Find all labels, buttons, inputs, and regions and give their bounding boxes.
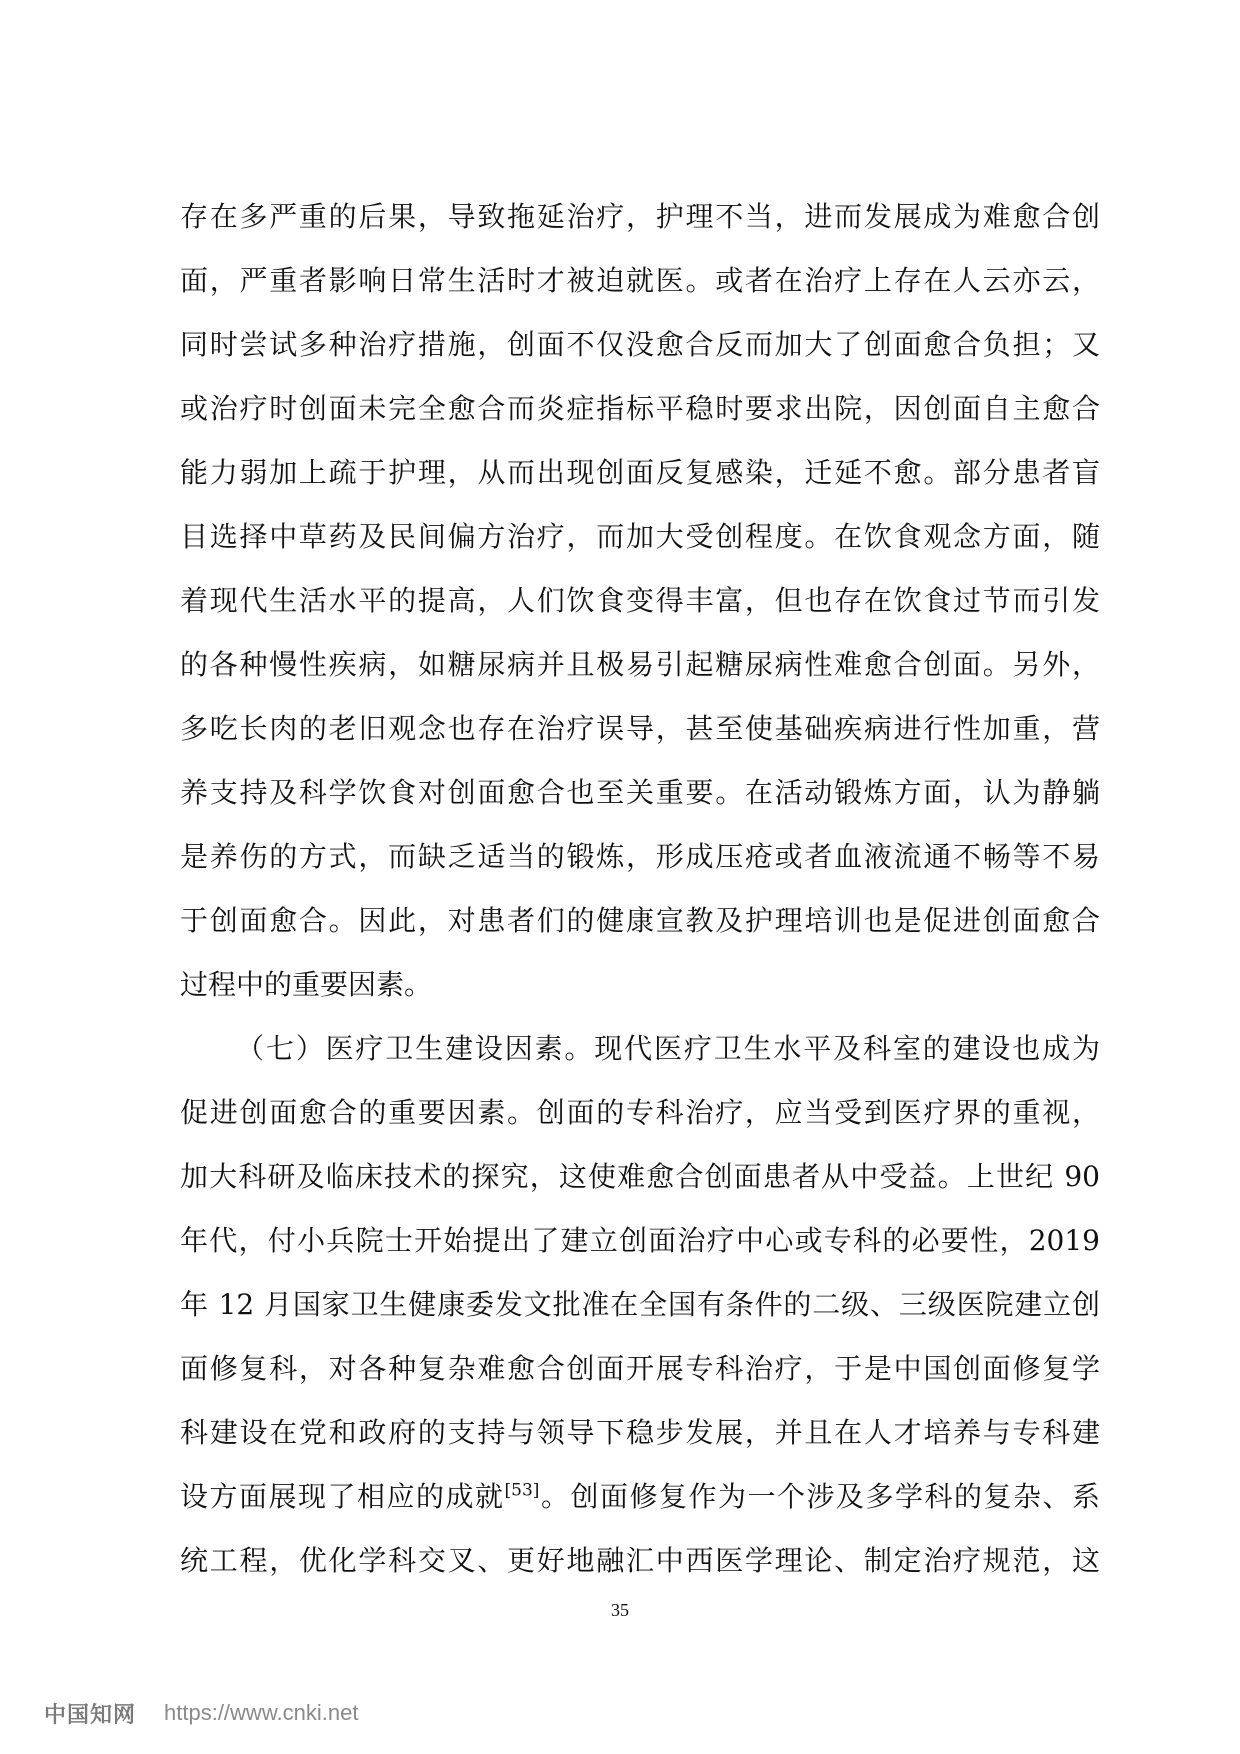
- text-segment: 。创面修复作为一个涉及多学科的复杂、系: [539, 1480, 1100, 1513]
- text-segment: 设方面展现了相应的成就: [180, 1480, 505, 1513]
- text-line: 或治疗时创面未完全愈合而炎症指标平稳时要求出院，因创面自主愈合: [180, 392, 1100, 425]
- citation-reference[interactable]: [53]: [504, 1480, 540, 1501]
- text-line: 促进创面愈合的重要因素。创面的专科治疗，应当受到医疗界的重视，: [180, 1096, 1100, 1129]
- text-line: 着现代生活水平的提高，人们饮食变得丰富，但也存在饮食过节而引发: [180, 584, 1100, 617]
- text-line: 存在多严重的后果，导致拖延治疗，护理不当，进而发展成为难愈合创: [180, 200, 1100, 233]
- text-line: 面，严重者影响日常生活时才被迫就医。或者在治疗上存在人云亦云，: [180, 264, 1100, 297]
- text-line: 面修复科，对各种复杂难愈合创面开展专科治疗，于是中国创面修复学: [180, 1352, 1100, 1385]
- text-line: 同时尝试多种治疗措施，创面不仅没愈合反而加大了创面愈合负担；又: [180, 328, 1100, 361]
- footer: [44, 1698, 358, 1728]
- text-line: 加大科研及临床技术的探究，这使难愈合创面患者从中受益。上世纪 90: [180, 1160, 1100, 1193]
- text-line: 多吃长肉的老旧观念也存在治疗误导，甚至使基础疾病进行性加重，营: [180, 712, 1100, 745]
- page-number: 35: [611, 1600, 629, 1620]
- text-line: 能力弱加上疏于护理，从而出现创面反复感染，迁延不愈。部分患者盲: [180, 456, 1100, 489]
- text-line: 于创面愈合。因此，对患者们的健康宣教及护理培训也是促进创面愈合: [180, 904, 1100, 937]
- text-line: 过程中的重要因素。: [180, 968, 433, 1001]
- cnki-logo: 中国知网: [44, 1701, 137, 1727]
- text-line: 科建设在党和政府的支持与领导下稳步发展，并且在人才培养与专科建: [180, 1416, 1100, 1449]
- text-line: 是养伤的方式，而缺乏适当的锻炼，形成压疮或者血液流通不畅等不易: [180, 840, 1100, 873]
- footer-url-link[interactable]: https://www.cnki.net: [164, 1700, 359, 1725]
- text-line: 年 12 月国家卫生健康委发文批准在全国有条件的二级、三级医院建立创: [180, 1288, 1100, 1321]
- body-text: [180, 185, 1100, 1593]
- text-line: 的各种慢性疾病，如糖尿病并且极易引起糖尿病性难愈合创面。另外，: [180, 648, 1100, 681]
- text-line: 目选择中草药及民间偏方治疗，而加大受创程度。在饮食观念方面，随: [180, 520, 1100, 553]
- text-line-with-citation: [180, 1465, 1100, 1529]
- text-line: 统工程，优化学科交叉、更好地融汇中西医学理论、制定治疗规范，这: [180, 1544, 1100, 1577]
- text-line: 年代，付小兵院士开始提出了建立创面治疗中心或专科的必要性，2019: [180, 1224, 1100, 1257]
- section-heading-line: （七）医疗卫生建设因素。现代医疗卫生水平及科室的建设也成为: [236, 1032, 1100, 1065]
- text-line: 养支持及科学饮食对创面愈合也至关重要。在活动锻炼方面，认为静躺: [180, 776, 1100, 809]
